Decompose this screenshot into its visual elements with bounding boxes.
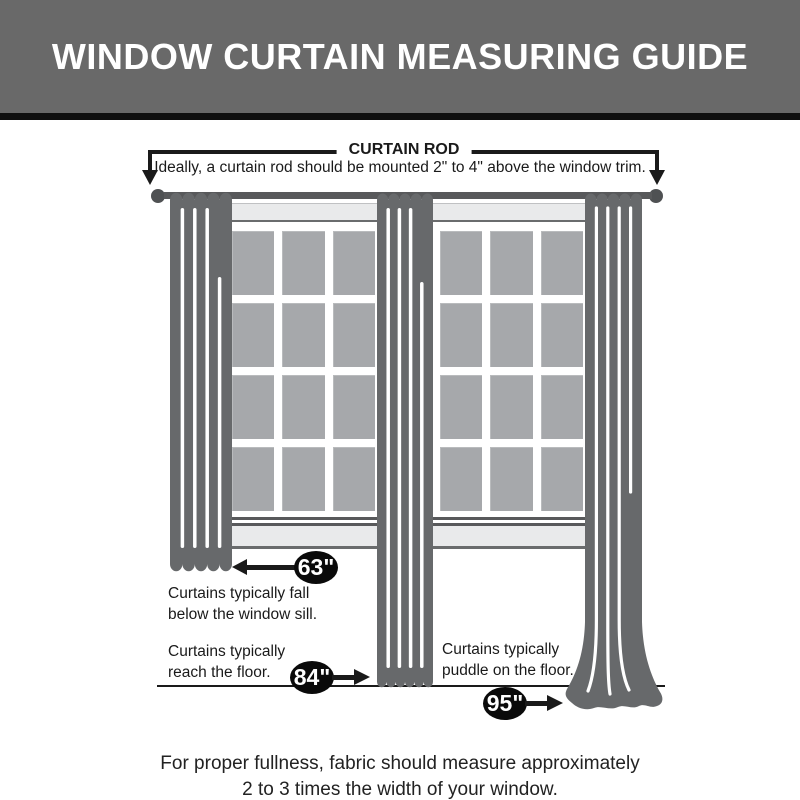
window-pane — [333, 447, 375, 511]
measure-arrow-63 — [246, 565, 296, 570]
caption-line: Curtains typically fall — [168, 585, 310, 602]
caption-puddle-length — [442, 639, 574, 681]
caption-line: reach the floor. — [168, 664, 271, 681]
curtain-panel-puddle-length — [563, 192, 663, 714]
curtain-panel-floor-length — [377, 192, 433, 692]
measurement-badge-63: 63" — [294, 551, 338, 584]
window-pane — [232, 375, 274, 439]
page-title: WINDOW CURTAIN MEASURING GUIDE — [51, 35, 749, 77]
caption-floor-length — [168, 641, 285, 683]
caption-line: Curtains typically — [442, 641, 560, 658]
measure-arrow-84 — [332, 675, 356, 680]
window-pane — [232, 231, 274, 295]
right-arrow-icon — [547, 695, 563, 711]
window-pane-grid-right — [440, 231, 583, 511]
measurement-badge-95: 95" — [483, 687, 527, 720]
curtain-rod-label: CURTAIN ROD — [337, 141, 472, 159]
window-pane — [440, 231, 482, 295]
measure-arrow-95 — [525, 701, 549, 706]
caption-sill-length — [168, 583, 317, 625]
caption-line: below the window sill. — [168, 606, 318, 623]
window-pane — [282, 231, 324, 295]
header-banner — [0, 0, 800, 113]
banner-divider — [0, 113, 800, 120]
left-arrow-icon — [232, 559, 247, 575]
fullness-note-line1: For proper fullness, fabric should measure approximately — [160, 753, 640, 774]
window-pane — [440, 447, 482, 511]
window-pane-grid-left — [232, 231, 375, 511]
window-pane — [440, 303, 482, 367]
caption-line: Curtains typically — [168, 643, 286, 660]
measurement-badge-84: 84" — [290, 661, 334, 694]
window-pane — [282, 375, 324, 439]
window-pane — [490, 303, 532, 367]
window-pane — [232, 447, 274, 511]
window-pane — [333, 303, 375, 367]
window-pane — [232, 303, 274, 367]
window-pane — [333, 231, 375, 295]
window-pane — [490, 375, 532, 439]
curtain-panel-sill-length — [170, 192, 232, 573]
caption-line: puddle on the floor. — [442, 662, 574, 679]
window-pane — [490, 447, 532, 511]
rod-mount-note: Ideally, a curtain rod should be mounted 2" to 4" above the window trim. — [154, 159, 646, 176]
window-pane — [333, 375, 375, 439]
fullness-note — [0, 751, 800, 800]
rod-finial-icon — [151, 189, 165, 203]
window-pane — [282, 447, 324, 511]
right-arrow-icon — [354, 669, 370, 685]
fullness-note-line2: 2 to 3 times the width of your window. — [242, 779, 558, 800]
window-pane — [282, 303, 324, 367]
window-pane — [440, 375, 482, 439]
window-pane — [490, 231, 532, 295]
